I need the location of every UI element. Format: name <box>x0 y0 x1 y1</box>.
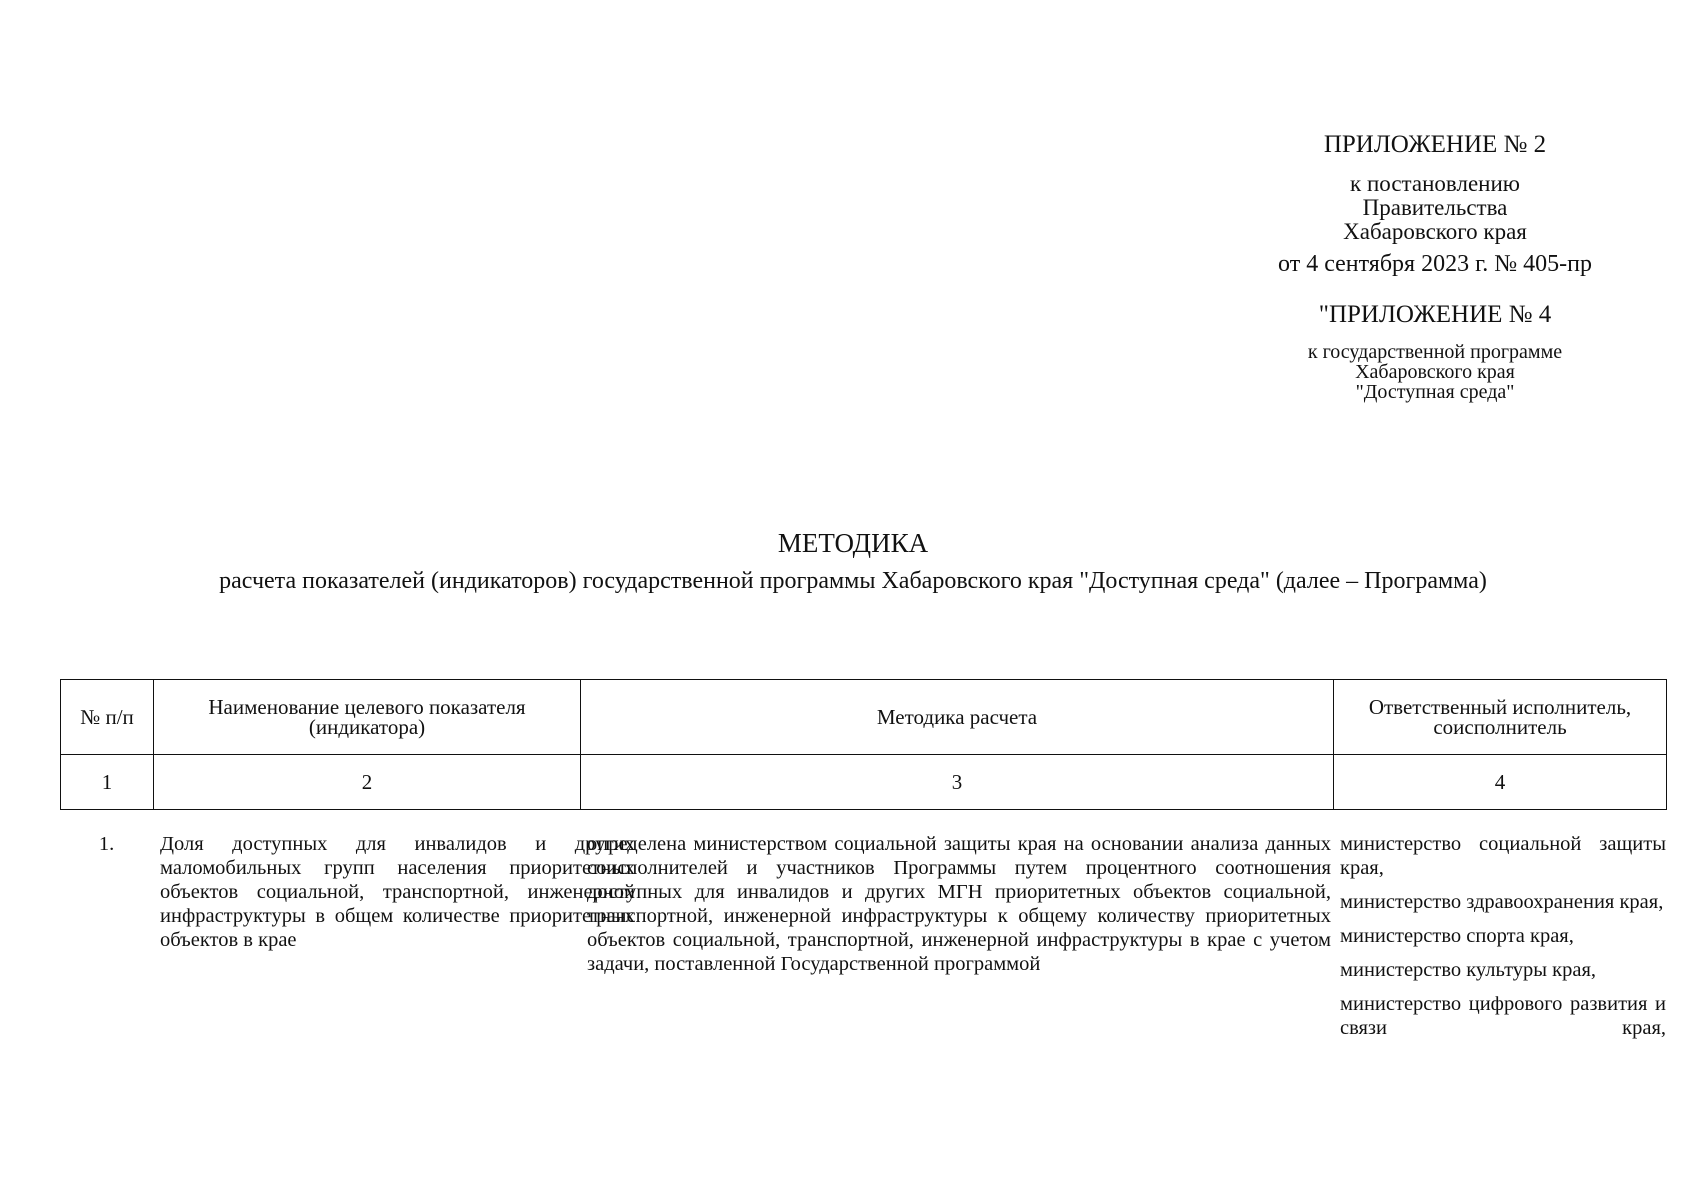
sub-annex-title-text: "ПРИЛОЖЕНИЕ № 4 <box>1318 301 1552 328</box>
annex-title-text: ПРИЛОЖЕНИЕ № 2 <box>1323 131 1547 158</box>
sub-annex-line-1: к государственной программе <box>1307 341 1563 363</box>
annex-date-text: от 4 сентября 2023 г. № 405-пр <box>1278 251 1592 277</box>
header-method: Методика расчета <box>581 680 1334 755</box>
annex-line-3: Хабаровского края <box>1343 219 1527 244</box>
sub-annex-title <box>1180 300 1690 330</box>
executor-item: министерство культуры края, <box>1340 959 1597 981</box>
column-number-4: 4 <box>1334 755 1667 810</box>
executor-item: министерство спорта края, <box>1340 925 1574 947</box>
table-header-row <box>61 680 1667 755</box>
header-number: № п/п <box>61 680 154 755</box>
table-row <box>60 832 1666 1092</box>
indicators-table-header <box>60 679 1667 810</box>
annex-line-1: к постановлению <box>1350 171 1520 196</box>
sub-annex-line-2: Хабаровского края <box>1355 361 1515 383</box>
table-column-numbers-row <box>61 755 1667 810</box>
header-indicator: Наименование целевого показателя (индикатора) <box>154 680 581 755</box>
header-executor: Ответственный исполнитель, соисполнитель <box>1334 680 1667 755</box>
document-subtitle: расчета показателей (индикаторов) государственной программы Хабаровского края "Доступная среда" (далее – Программа) <box>219 568 1487 594</box>
row-number: 1. <box>98 833 115 855</box>
row-indicator: Доля доступных для инвалидов и других маломобильных групп населения приоритетных объектов социальной, транспортной, инженерной инфраструктуры в общем количестве приоритетных объектов в крае <box>160 833 635 951</box>
column-number-3: 3 <box>581 755 1334 810</box>
sub-annex-line-3: "Доступная среда" <box>1355 381 1515 403</box>
column-number-2: 2 <box>154 755 581 810</box>
row-method: определена министерством социальной защиты края на основании анализа данных соисполнителей и участников Программы путем процентного соотношения доступных для инвалидов и других МГН приоритетных объектов социальной, транспортной, инженерной инфраструктуры к общему количеству приоритетных объектов социальной, транспортной, инженерной инфраструктуры в крае с учетом задачи, поставленной Государственной программой <box>587 833 1331 975</box>
row-executors <box>1340 832 1666 1050</box>
executor-item: министерство цифрового развития и связи края, <box>1340 993 1666 1039</box>
executor-item: министерство социальной защиты края, <box>1340 833 1666 879</box>
annex-reference <box>1180 172 1690 244</box>
column-number-1: 1 <box>61 755 154 810</box>
document-title: МЕТОДИКА <box>777 528 929 558</box>
annex-line-2: Правительства <box>1362 195 1508 220</box>
annex-title <box>1180 130 1690 160</box>
annex-date <box>1180 252 1690 276</box>
executor-item: министерство здравоохранения края, <box>1340 891 1664 913</box>
sub-annex-reference <box>1180 342 1690 402</box>
